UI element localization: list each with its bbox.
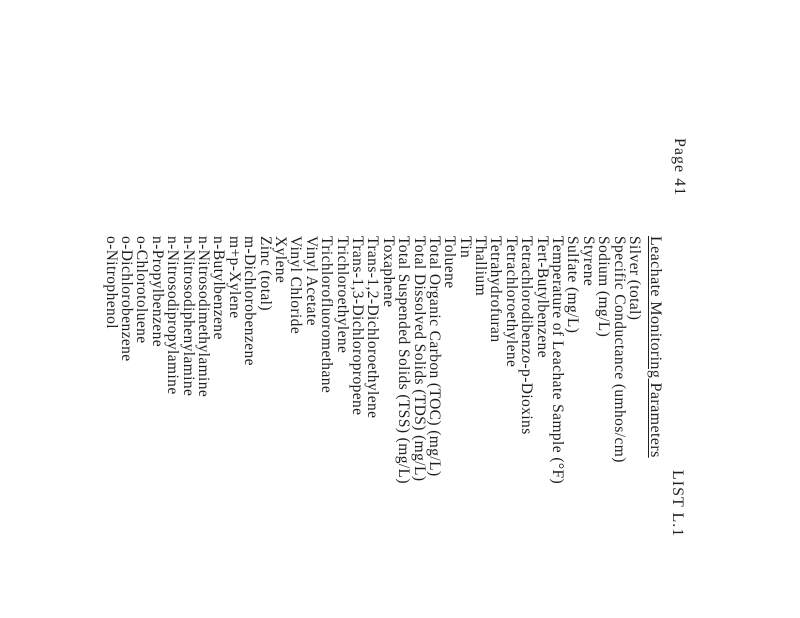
parameter-item: Trans-1,3-Dichloropropene (348, 236, 366, 416)
parameter-item: Silver (total) (626, 236, 643, 321)
parameter-item: m-Dichlorobenzene (241, 236, 259, 366)
parameter-item: Total Organic Carbon (TOC) (mg/L) (425, 236, 443, 477)
parameter-item: Sodium (mg/L) (595, 236, 613, 338)
parameter-item: n-Butylbenzene (210, 236, 228, 340)
page-number: Page 41 (671, 138, 688, 197)
parameter-item: Tert-Butylbenzene (533, 236, 551, 358)
parameter-item: Vinyl Chloride (287, 236, 305, 335)
list-title: LIST L.1 (669, 470, 686, 538)
parameter-item: Tetrachloroethylene (502, 236, 520, 368)
parameter-item: Styrene (579, 236, 597, 287)
parameter-item: Xylene (272, 236, 290, 284)
list-heading: Leachate Monitoring Parameters (647, 236, 664, 458)
parameter-item: Specific Conductance (umhos/cm) (610, 236, 628, 463)
parameter-item: n-Nitrosodipropylamine (164, 236, 182, 395)
parameter-item: Trichlorofluoromethane (318, 236, 336, 394)
parameter-item: Vinyl Acetate (302, 236, 320, 326)
parameter-item: n-Nitrosodimethylamine (195, 236, 213, 398)
parameter-item: Total Dissolved Solids (TDS) (mg/L) (410, 236, 428, 482)
parameter-item: m+p-Xylene (225, 236, 243, 319)
parameter-item: Sulfate (mg/L) (564, 236, 582, 334)
parameter-item: n-Propylbenzene (148, 236, 166, 348)
parameter-item: Tin (456, 236, 474, 259)
parameter-item: Total Suspended Solids (TSS) (mg/L) (395, 236, 413, 484)
parameter-item: n-Nitrosodiphenylamine (179, 236, 197, 397)
parameter-item: o-Dichlorobenzene (118, 236, 136, 362)
parameter-item: o-Nitrophenol (102, 236, 120, 330)
parameter-item: Zinc (total) (256, 236, 274, 311)
parameter-item: Toxaphene (379, 236, 397, 308)
parameter-item: Trichloroethylene (333, 236, 351, 354)
parameter-item: Toluene (441, 236, 459, 289)
parameter-item: o-Chlorotoluene (133, 236, 151, 344)
parameter-item: Trans-1,2-Dichloroethylene (364, 236, 382, 419)
parameter-item: Temperature of Leachate Sample (°F) (549, 236, 567, 485)
parameter-list (103, 236, 642, 484)
parameter-item: Thallium (472, 236, 490, 297)
parameter-item: Tetrachlorodibenzo-p-Dioxins (518, 236, 536, 435)
parameter-item: Tetrahydrofuran (487, 236, 505, 343)
